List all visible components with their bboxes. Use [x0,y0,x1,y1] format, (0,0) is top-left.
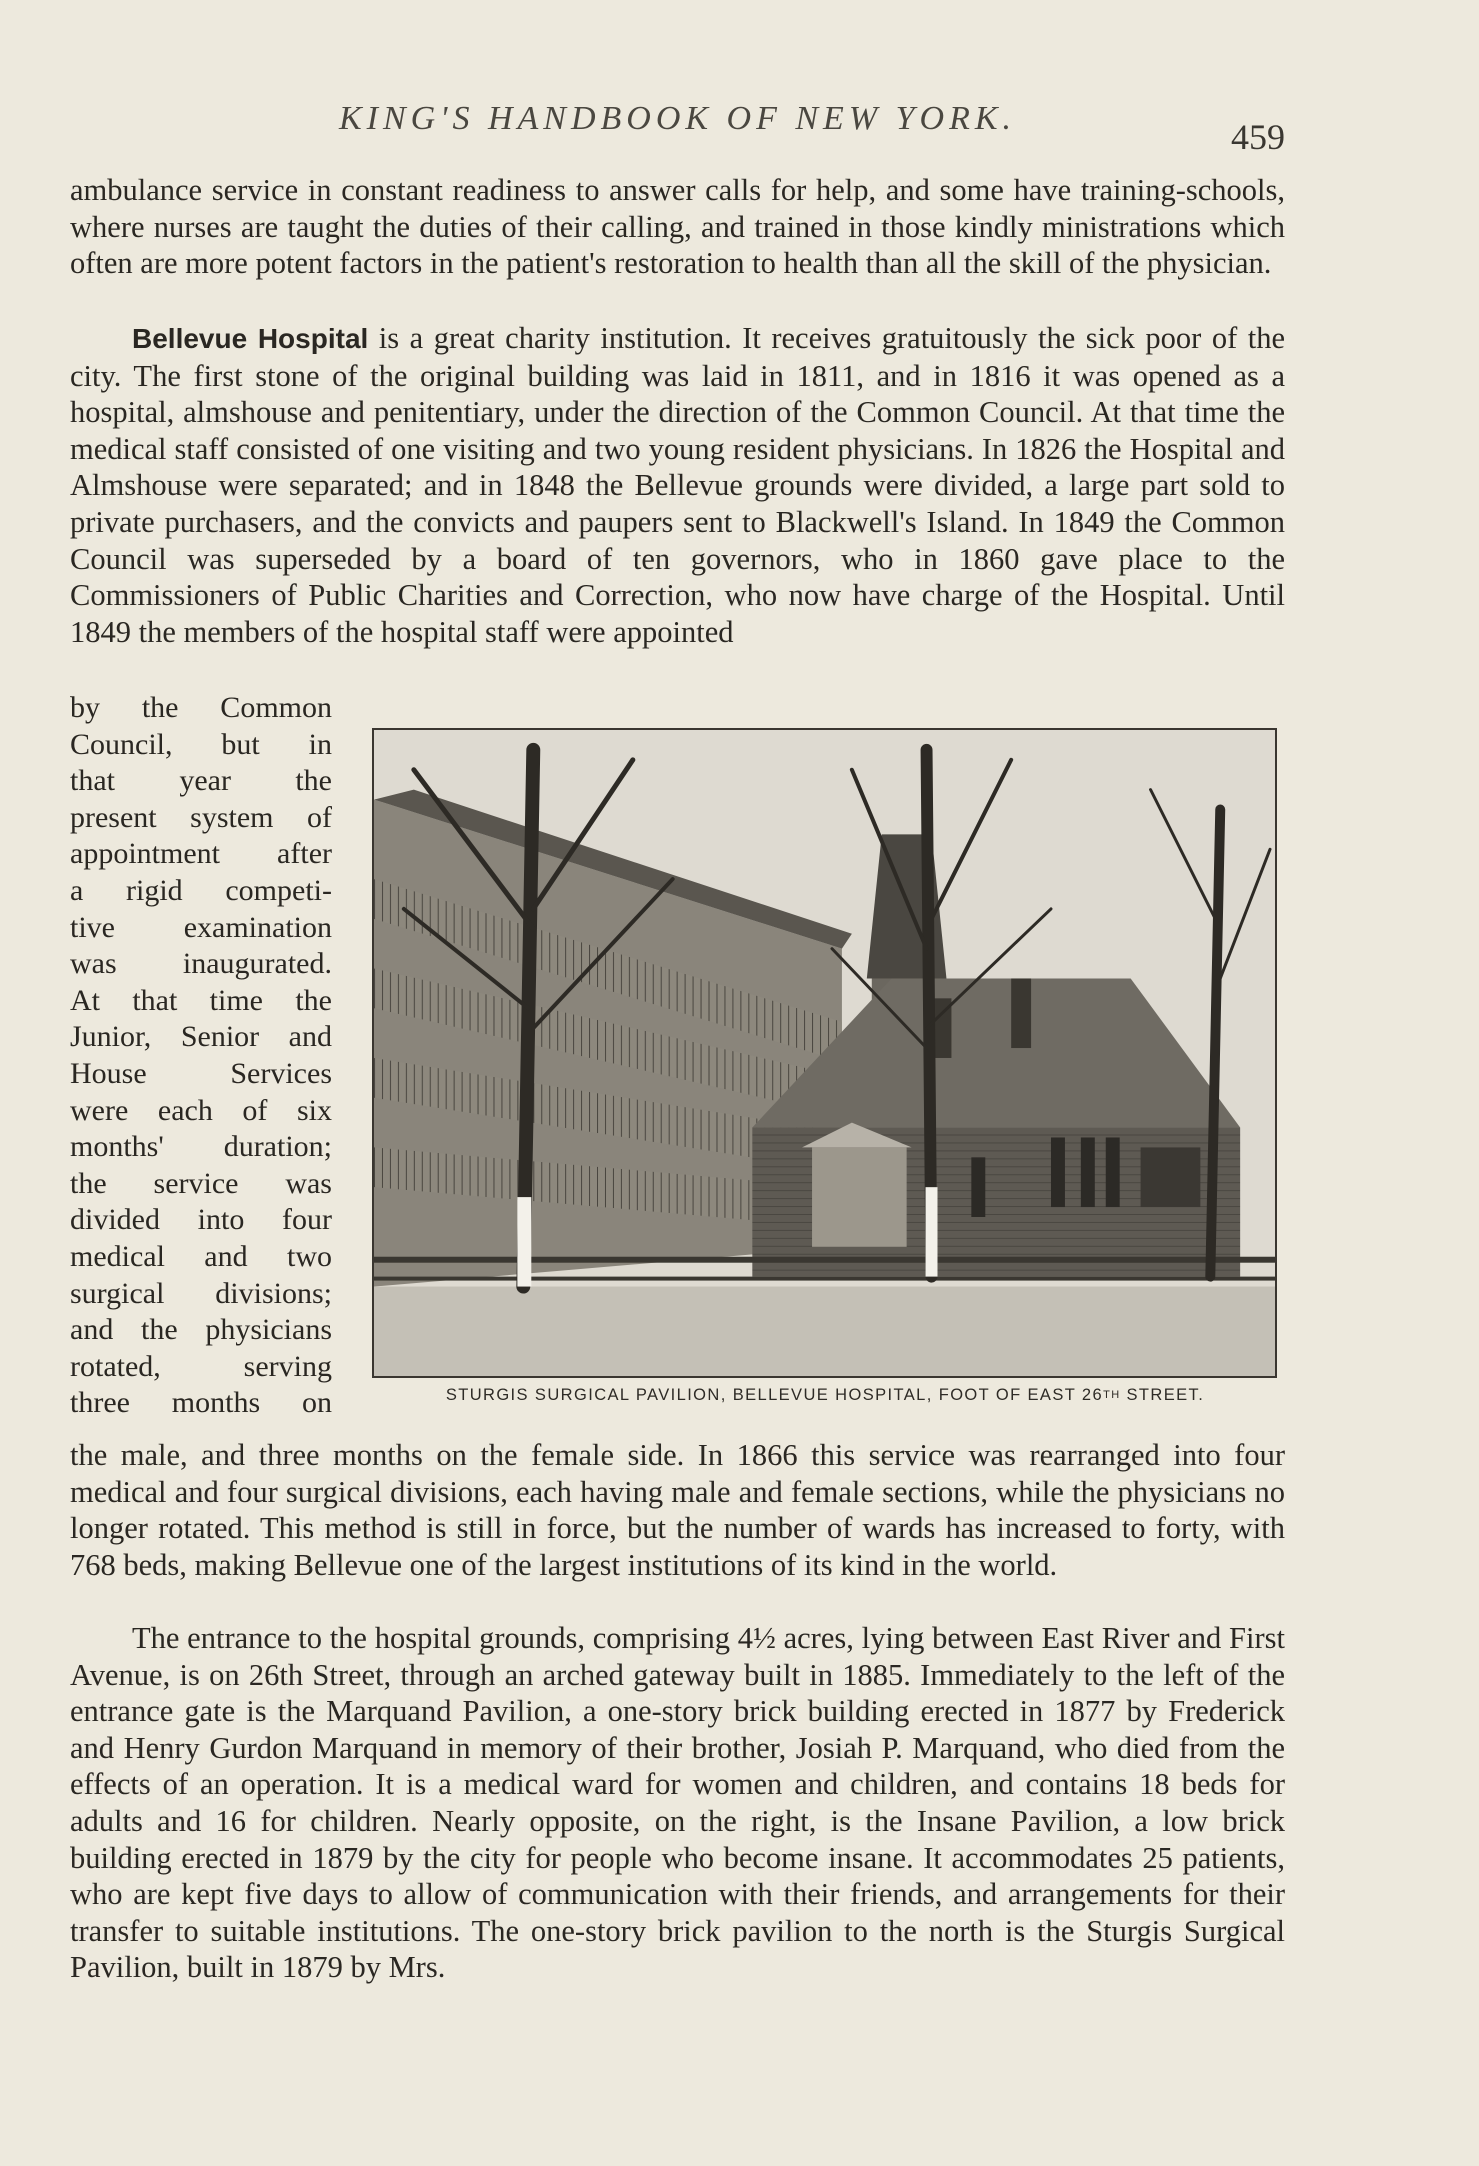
wrap-line: divided into four [70,1203,332,1237]
pavilion-illustration [374,730,1275,1376]
wrapped-text-column [70,690,332,1422]
wrap-line: At that time the [70,983,332,1017]
wrap-line: tive examination [70,910,332,944]
wrap-line: medical and two [70,1239,332,1273]
caption-ordinal: TH [1103,1389,1121,1401]
wrap-line: a rigid competi- [70,873,332,907]
wrap-line: by the Common [70,691,332,724]
intro-paragraph: ambulance service in constant readiness to answer calls for help, and some have training-schools, where nurses are taught the duties of their calling, and trained in those kindly ministrations which often are more potent factors in the patient's restoration to health than all the skill of the physician. [70,173,1285,281]
wrap-line: the service was [70,1166,332,1200]
wrap-line: were each of six [70,1093,332,1127]
page-number: 459 [1231,117,1285,157]
wrap-line: rotated, serving [70,1349,332,1383]
entrance-paragraph: The entrance to the hospital grounds, comprising 4½ acres, lying between East River and First Avenue, is on 26th Street, through an arched gateway built in 1885. Immediately to the left of the entrance gate is the Marquand Pavilion, a one-story brick building erected in 1877 by Frederick and Henry Gurdon Marquand in memory of their brother, Josiah P. Marquand, who died from the effects of an operation. It is a medical ward for women and children, and contains 18 beds for adults and 16 for children. Nearly opposite, on the right, is the Insane Pavilion, a low brick building erected in 1879 by the city for people who become insane. It accommodates 25 patients, who are kept five days to allow of communication with their friends, and arrangements for their transfer to suitable institutions. The one-story brick pavilion to the north is the Sturgis Surgical Pavilion, built in 1879 by Mrs. [70,1621,1285,1985]
caption-end: STREET. [1120,1386,1205,1404]
figure-caption [380,1386,1270,1405]
caption-text: STURGIS SURGICAL PAVILION, BELLEVUE HOSPITAL, FOOT OF EAST 26 [445,1386,1104,1404]
wrap-line: Council, but in [70,727,332,761]
wrap-line: and the physicians [70,1313,332,1347]
wrap-line: Junior, Senior and [70,1020,332,1054]
wrap-line: surgical divisions; [70,1276,332,1310]
wrap-line: three months on [70,1386,332,1420]
wrap-line: House Services [70,1056,332,1090]
continuation-paragraph: the male, and three months on the female side. In 1866 this service was rearranged into four medical and four surgical divisions, each having male and female sections, while the physicians no longer rotated. This method is still in force, but the number of wards has increased to forty, with 768 beds, making Bellevue one of the largest institutions of its kind in the world. [70,1438,1285,1582]
hospital-photograph [372,728,1277,1378]
wrap-line: that year the [70,764,332,798]
page-header [70,100,1285,160]
bellevue-text: is a great charity institution. It receives gratuitously the sick poor of the city. The first stone of the original building was laid in 1811, and in 1816 it was opened as a hospital, almshouse and penitentiary, under the direction of the Common Council. At that time the medical staff consisted of one visiting and two young resident physicians. In 1826 the Hospital and Almshouse were separated; and in 1848 the Bellevue grounds were divided, a large part sold to private purchasers, and the convicts and paupers sent to Blackwell's Island. In 1849 the Common Council was superseded by a board of ten governors, who in 1860 gave place to the Commissioners of Public Charities and Correction, who now have charge of the Hospital. Until 1849 the members of the hospital staff were appointed [70,321,1286,649]
wrap-line: months' duration; [70,1130,332,1164]
running-head: KING'S HANDBOOK OF NEW YORK. [338,100,1017,137]
wrap-line: was inaugurated. [70,947,332,981]
wrap-line: present system of [70,800,332,834]
bellevue-heading: Bellevue Hospital [132,323,369,354]
wrap-line: appointment after [70,837,332,871]
bellevue-paragraph [70,320,1285,650]
